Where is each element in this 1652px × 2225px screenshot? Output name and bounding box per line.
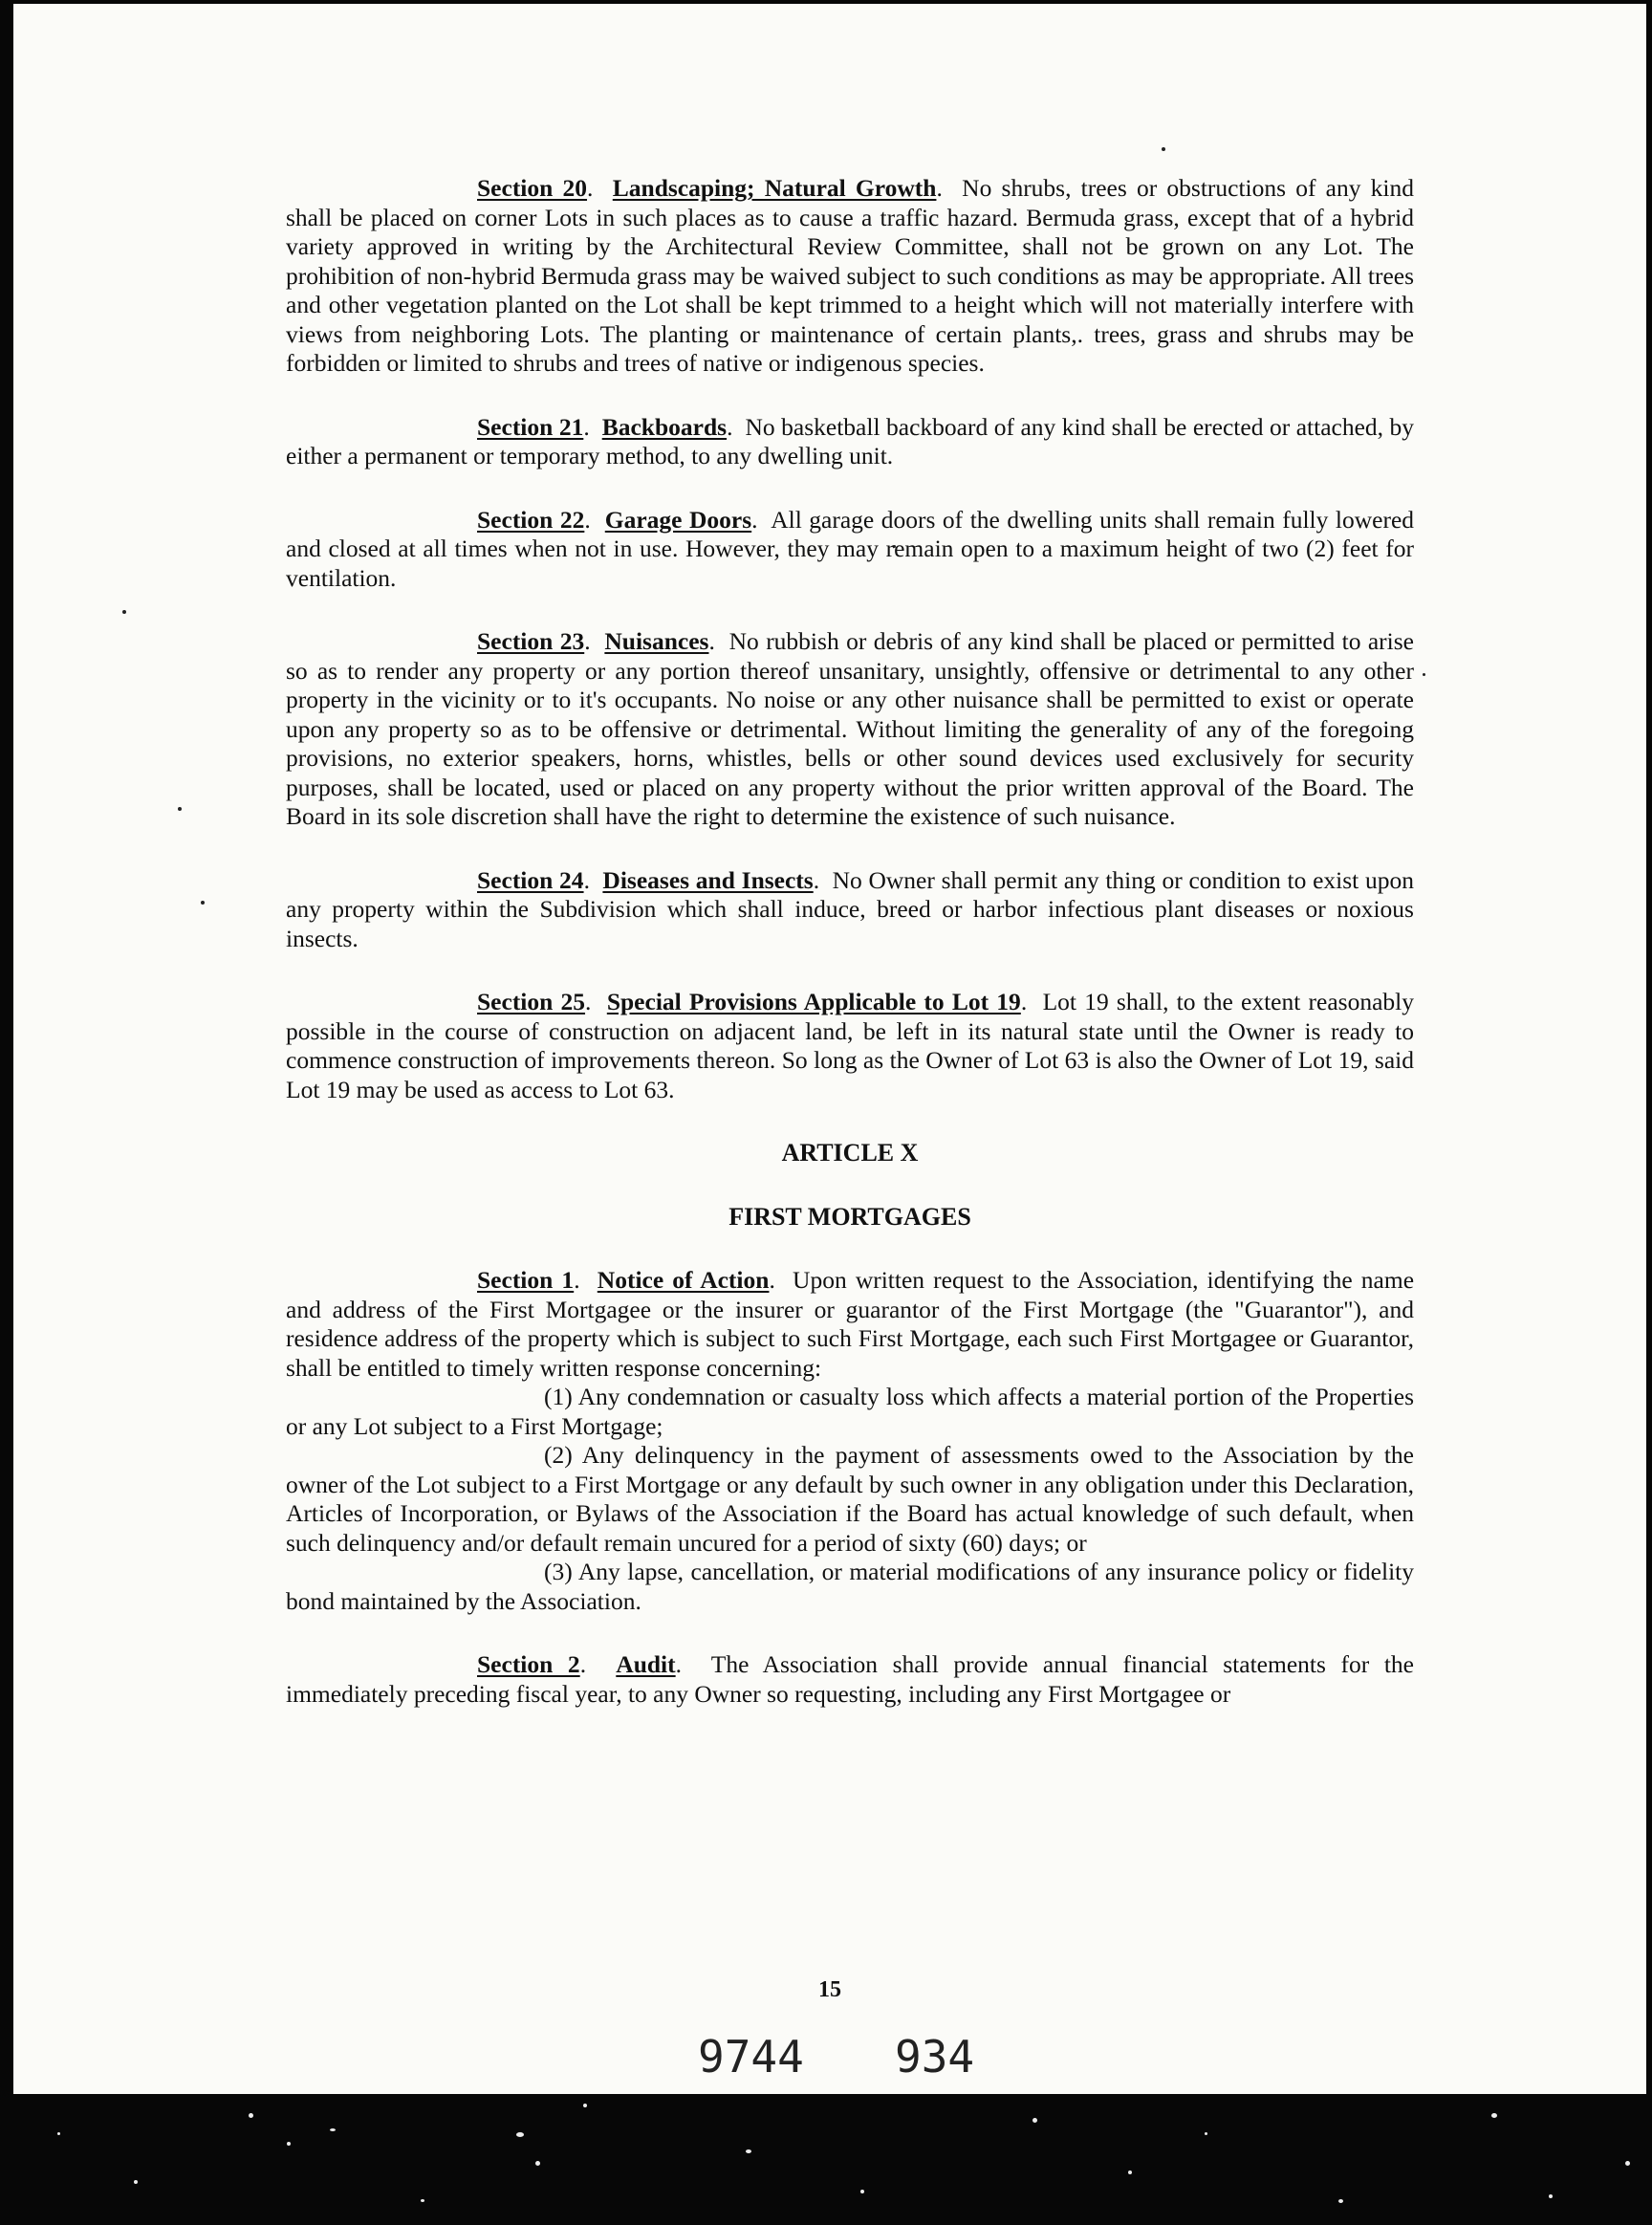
scan-noise xyxy=(583,2104,587,2107)
scan-speck xyxy=(1162,147,1165,151)
scan-noise xyxy=(1338,2199,1343,2203)
section-25: Section 25. Special Provisions Applicable to Lot 19. Lot 19 shall, to the extent reasonably possible in the course of construction on adjacent land, be left in its natural state until the Owner is ready to commence construction of improvements thereon. So long as the Owner of Lot 63 is also the Owner of Lot 19, said Lot 19 may be used as access to Lot 63. xyxy=(286,988,1414,1103)
section-body: No rubbish or debris of any kind shall be placed or permitted to arise so as to render any property or any portion thereof unsanitary, unsightly, offensive or detrimental to any other property in the vicinity or to it's occupants. No noise or any other nuisance shall be permitted to exist or operate upon any property so as to be offensive or detrimental. Without limiting the generality of any of the foregoing provisions, no exterior speakers, horns, whistles, bells or other sound devices used exclusively for security purposes, shall be located, used or placed on any property without the prior written approval of the Board. The Board in its sole discretion shall have the right to determine the existence of such nuisance. xyxy=(286,627,1415,830)
section-title: Notice of Action xyxy=(597,1266,770,1294)
scan-noise xyxy=(746,2149,751,2153)
section-body: The Association shall provide annual financial statements for the immediately preceding fiscal year, to any Owner so requesting, including any First Mortgagee or xyxy=(286,1650,1414,1708)
section-body: No Owner shall permit any thing or condition to exist upon any property within the Subdivision which shall induce, breed or harbor infectious plant diseases or noxious insects. xyxy=(286,865,1414,952)
section-label: Section 25 xyxy=(477,988,586,1015)
scan-noise xyxy=(287,2142,291,2146)
scan-noise xyxy=(1625,2161,1630,2166)
scan-noise xyxy=(421,2199,424,2202)
section-body: All garage doors of the dwelling units shall remain fully lowered and closed at all times when not in use. However, they may remain open to a maximum height of two (2) feet for ventilation. xyxy=(286,505,1415,592)
scan-speck xyxy=(178,807,182,811)
section-label: Section 2 xyxy=(477,1650,580,1678)
scan-noise xyxy=(1205,2132,1207,2135)
list-item: (1) Any condemnation or casualty loss which affects a material portion of the Properties or any Lot subject to a First Mortgage; xyxy=(286,1383,1414,1440)
section-21: Section 21. Backboards. No basketball backboard of any kind shall be erected or attached, by either a permanent or temporary method, to any dwelling unit. xyxy=(286,412,1415,469)
section-label: Section 23 xyxy=(477,627,585,655)
scan-noise xyxy=(134,2180,138,2184)
section-title: Audit xyxy=(616,1650,676,1678)
section-label: Section 1 xyxy=(477,1266,575,1294)
page-number: 15 xyxy=(818,1977,841,2002)
document-body xyxy=(286,174,1414,1743)
scan-noise xyxy=(1549,2194,1553,2198)
document-number-left: 9744 xyxy=(698,2031,804,2083)
section-20: Section 20. Landscaping; Natural Growth. No shrubs, trees or obstructions of any kind shall be placed on corner Lots in such places as to cause a traffic hazard. Bermuda grass, except that of a hybrid variety approved in writing by the Architectural Review Committee, shall not be grown on any Lot. The prohibition of non-hybrid Bermuda grass may be waived subject to such conditions as may be appropriate. All trees and other vegetation planted on the Lot shall be kept trimmed to a height which will not materially interfere with views from neighboring Lots. The planting or maintenance of certain plants,. trees, grass and shrubs may be forbidden or limited to shrubs and trees of native or indigenous species. xyxy=(286,174,1414,377)
section-body: Upon written request to the Association, identifying the name and address of the First Mortgagee or the insurer or guarantor of the First Mortgage (the "Guarantor"), and residence address of the property which is subject to such First Mortgage, each such First Mortgagee or Guarantor, shall be entitled to timely written response concerning: xyxy=(286,1266,1415,1382)
scan-noise xyxy=(516,2132,524,2137)
section-title: Backboards xyxy=(601,412,728,441)
section-label: Section 24 xyxy=(477,865,584,894)
article-section-2: Section 2. Audit. The Association shall provide annual financial statements for the immediately preceding fiscal year, to any Owner so requesting, including any First Mortgagee or xyxy=(286,1650,1414,1708)
section-title: Diseases and Insects xyxy=(602,865,814,894)
scan-noise xyxy=(330,2128,336,2131)
section-body: No basketball backboard of any kind shall be erected or attached, by either a permanent or temporary method, to any dwelling unit. xyxy=(286,412,1415,469)
section-label: Section 20 xyxy=(477,174,588,202)
scan-speck xyxy=(1423,673,1425,676)
scan-noise xyxy=(1128,2170,1132,2174)
section-title: Nuisances xyxy=(604,627,709,655)
scan-noise xyxy=(249,2113,253,2118)
scan-noise xyxy=(1491,2113,1497,2118)
document-page xyxy=(13,4,1646,2094)
scan-speck xyxy=(201,901,205,905)
section-22: Section 22. Garage Doors. All garage doors of the dwelling units shall remain fully lowered and closed at all times when not in use. However, they may remain open to a maximum height of two (2) feet for ventilation. xyxy=(286,505,1415,592)
section-title: Landscaping; Natural Growth xyxy=(612,174,937,202)
list-item: (2) Any delinquency in the payment of assessments owed to the Association by the owner of the Lot subject to a First Mortgage or any default by such owner in any obligation under this Declaration, Articles of Incorporation, or Bylaws of the Association if the Board has actual knowledge of such default, when such delinquency and/or default remain uncured for a period of sixty (60) days; or xyxy=(286,1441,1414,1557)
section-23: Section 23. Nuisances. No rubbish or debris of any kind shall be placed or permitted to arise so as to render any property or any portion thereof unsanitary, unsightly, offensive or detrimental to any other property in the vicinity or to it's occupants. No noise or any other nuisance shall be permitted to exist or operate upon any property so as to be offensive or detrimental. Without limiting the generality of any of the foregoing provisions, no exterior speakers, horns, whistles, bells or other sound devices used exclusively for security purposes, shall be located, used or placed on any property without the prior written approval of the Board. The Board in its sole discretion shall have the right to determine the existence of such nuisance. xyxy=(286,627,1415,830)
scan-noise xyxy=(1032,2118,1037,2123)
list-item: (3) Any lapse, cancellation, or material modifications of any insurance policy or fidelity bond maintained by the Association. xyxy=(286,1558,1414,1615)
section-body: No shrubs, trees or obstructions of any kind shall be placed on corner Lots in such places as to cause a traffic hazard. Bermuda grass, except that of a hybrid variety approved in writing by the Architectural Review Committee, shall not be grown on any Lot. The prohibition of non-hybrid Bermuda grass may be waived subject to such conditions as may be appropriate. All trees and other vegetation planted on the Lot shall be kept trimmed to a height which will not materially interfere with views from neighboring Lots. The planting or maintenance of certain plants,. trees, grass and shrubs may be forbidden or limited to shrubs and trees of native or indigenous species. xyxy=(286,174,1414,377)
scan-speck xyxy=(122,610,126,614)
section-body: Lot 19 shall, to the extent reasonably possible in the course of construction on adjacent land, be left in its natural state until the Owner is ready to commence construction of improvements thereon. So long as the Owner of Lot 63 is also the Owner of Lot 19, said Lot 19 may be used as access to Lot 63. xyxy=(286,988,1414,1103)
section-title: Garage Doors xyxy=(604,505,752,534)
section-title: Special Provisions Applicable to Lot 19 xyxy=(606,988,1021,1015)
scan-noise xyxy=(535,2161,540,2166)
section-24: Section 24. Diseases and Insects. No Owner shall permit any thing or condition to exist upon any property within the Subdivision which shall induce, breed or harbor infectious plant diseases or noxious insects. xyxy=(286,865,1414,952)
article-title: FIRST MORTGAGES xyxy=(728,1202,971,1231)
scan-noise xyxy=(860,2190,864,2193)
article-section-1: Section 1. Notice of Action. Upon written request to the Association, identifying the name and address of the First Mortgagee or the insurer or guarantor of the First Mortgage (the "Guarantor"), and residence address of the property which is subject to such First Mortgage, each such First Mortgagee or Guarantor, shall be entitled to timely written response concerning: xyxy=(286,1266,1415,1382)
article-heading: ARTICLE X xyxy=(781,1139,919,1167)
scan-noise xyxy=(57,2132,60,2135)
section-label: Section 22 xyxy=(477,505,585,534)
document-number-right: 934 xyxy=(895,2031,975,2083)
section-label: Section 21 xyxy=(477,412,584,441)
